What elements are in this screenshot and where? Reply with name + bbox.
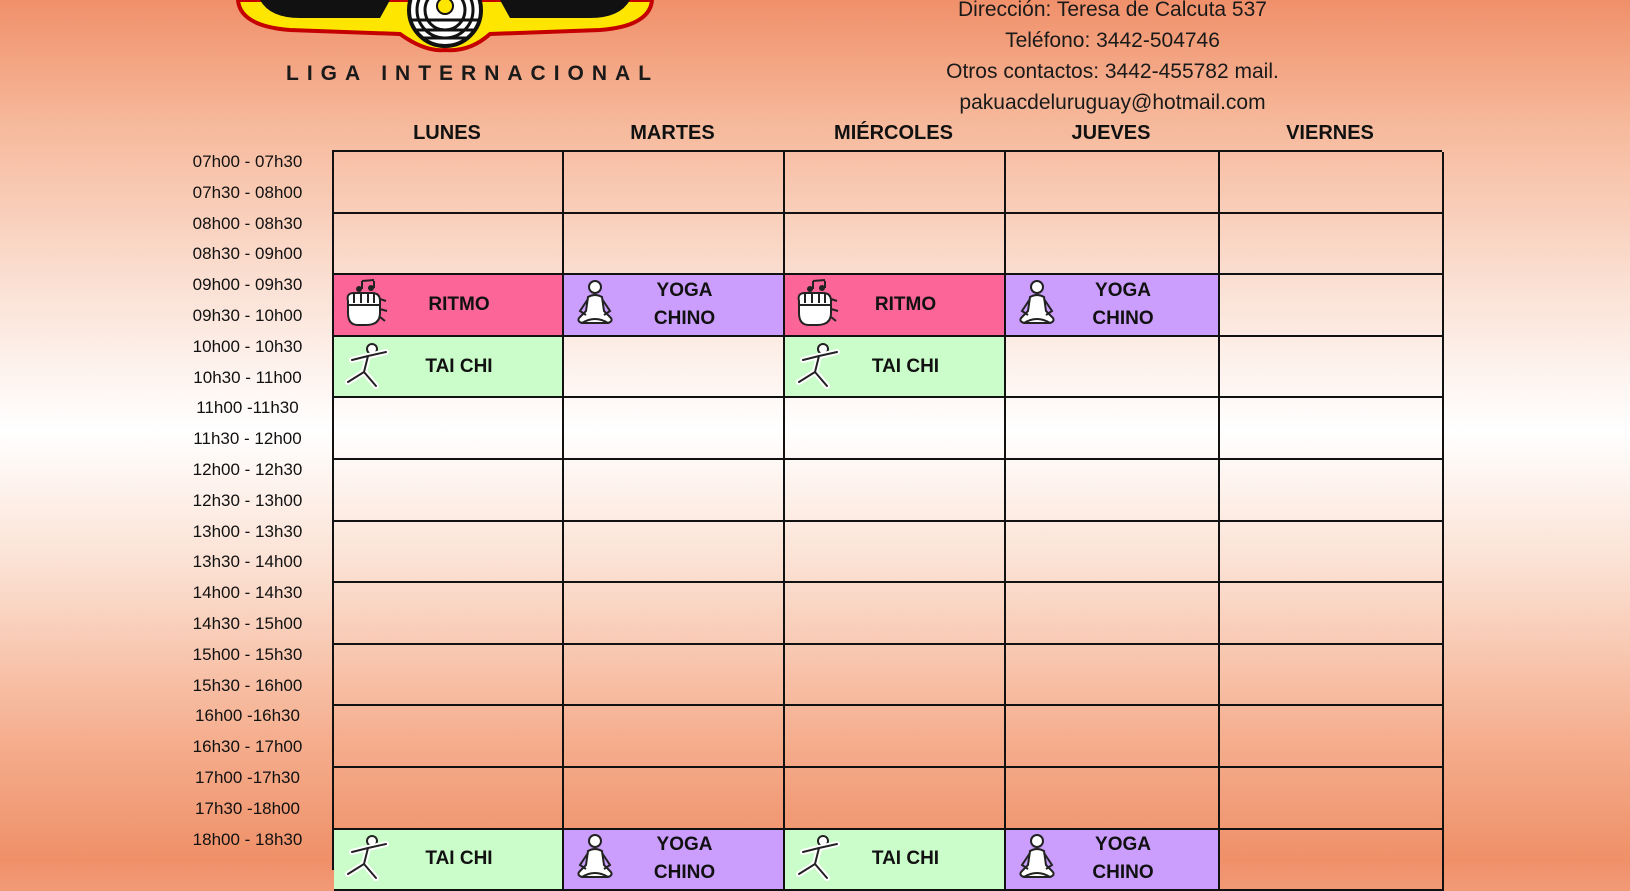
- empty-cell: [334, 583, 564, 645]
- meditation-icon: [564, 830, 626, 888]
- empty-cell: [1220, 214, 1444, 276]
- empty-cell: [334, 214, 564, 276]
- class-cell-ritmo: [334, 275, 564, 337]
- empty-cell: [564, 645, 785, 707]
- class-cell-yoga: [1006, 275, 1220, 337]
- time-slot-label: 11h30 - 12h00: [193, 429, 302, 449]
- empty-cell: [1220, 768, 1444, 830]
- class-label-line1: YOGA: [1095, 279, 1151, 301]
- logo-emblem-icon: [230, 0, 660, 60]
- class-label-line1: YOGA: [1095, 834, 1151, 856]
- day-header-2: MIÉRCOLES: [834, 122, 953, 144]
- empty-cell: [1220, 337, 1444, 399]
- day-header-0: LUNES: [413, 122, 481, 144]
- time-slot-label: 11h00 -11h30: [196, 398, 299, 418]
- time-slot-label: 12h30 - 13h00: [192, 490, 303, 510]
- class-label-line2: CHINO: [1092, 862, 1154, 884]
- time-slot-label: 08h00 - 08h30: [192, 213, 303, 233]
- class-cell-taichi: [785, 337, 1006, 399]
- class-cell-taichi: [785, 830, 1006, 891]
- time-slot-label: 16h30 - 17h00: [192, 737, 303, 757]
- empty-cell: [1006, 214, 1220, 276]
- time-slot-label: 07h00 - 07h30: [192, 152, 303, 171]
- class-label-line2: CHINO: [653, 307, 716, 329]
- martial-arts-icon: [334, 830, 396, 888]
- logo: [230, 0, 660, 60]
- time-slot-label: 07h30 - 08h00: [192, 182, 303, 202]
- empty-cell: [1220, 152, 1444, 214]
- martial-arts-icon: [334, 338, 396, 396]
- empty-cell: [334, 460, 564, 522]
- contact-info: [880, 0, 1345, 118]
- class-label-line1: TAI CHI: [871, 355, 940, 377]
- empty-cell: [1220, 830, 1444, 891]
- empty-cell: [785, 706, 1006, 768]
- class-label-line1: RITMO: [428, 293, 490, 315]
- email-text: pakuacdeluruguay@hotmail.com: [959, 91, 1266, 114]
- time-slot-label: 16h00 -16h30: [195, 706, 300, 726]
- empty-cell: [785, 152, 1006, 214]
- empty-cell: [564, 522, 785, 584]
- class-label: [396, 353, 562, 381]
- time-slot-label: 14h00 - 14h30: [192, 583, 303, 603]
- empty-cell: [334, 398, 564, 460]
- class-label-line2: CHINO: [653, 862, 716, 884]
- meditation-icon: [564, 276, 626, 334]
- class-label: [396, 845, 562, 873]
- time-slot-label: 10h30 - 11h00: [193, 367, 302, 387]
- class-cell-yoga: [564, 830, 785, 891]
- empty-cell: [785, 398, 1006, 460]
- class-label-line1: TAI CHI: [425, 355, 493, 377]
- time-slot-label: 15h00 - 15h30: [192, 644, 303, 664]
- phone-text: Teléfono: 3442-504746: [1005, 29, 1220, 52]
- empty-cell: [564, 460, 785, 522]
- empty-cell: [1220, 583, 1444, 645]
- time-slot-label: 17h30 -18h00: [195, 798, 300, 818]
- empty-cell: [564, 152, 785, 214]
- class-label-line1: YOGA: [656, 834, 713, 856]
- class-cell-taichi: [334, 830, 564, 891]
- class-label-line1: RITMO: [874, 293, 937, 315]
- empty-cell: [1220, 460, 1444, 522]
- class-label: [847, 291, 1004, 319]
- class-label: [626, 277, 783, 333]
- empty-cell: [334, 152, 564, 214]
- class-cell-yoga: [1006, 830, 1220, 891]
- empty-cell: [1006, 645, 1220, 707]
- empty-cell: [1220, 522, 1444, 584]
- class-label: [396, 291, 562, 319]
- class-label-line1: YOGA: [656, 279, 713, 301]
- day-headers: [332, 122, 1442, 150]
- empty-cell: [564, 398, 785, 460]
- empty-cell: [785, 645, 1006, 707]
- class-label: [626, 831, 783, 887]
- class-label: [1068, 831, 1218, 887]
- class-cell-yoga: [564, 275, 785, 337]
- class-label-line1: TAI CHI: [425, 848, 493, 870]
- time-slot-label: 13h00 - 13h30: [192, 521, 303, 541]
- fist-music-icon: [334, 276, 396, 334]
- class-label-line1: TAI CHI: [871, 848, 940, 870]
- empty-cell: [564, 768, 785, 830]
- empty-cell: [1220, 275, 1444, 337]
- day-header-4: VIERNES: [1286, 122, 1374, 144]
- time-slot-label: 14h30 - 15h00: [192, 614, 303, 633]
- day-header-1: MARTES: [630, 122, 715, 144]
- meditation-icon: [1006, 276, 1068, 334]
- time-slot-label: 12h00 - 12h30: [192, 460, 303, 479]
- empty-cell: [1006, 706, 1220, 768]
- time-slot-label: 15h30 - 16h00: [192, 675, 303, 695]
- empty-cell: [785, 214, 1006, 276]
- day-header-3: JUEVES: [1071, 122, 1151, 144]
- empty-cell: [785, 768, 1006, 830]
- empty-cell: [334, 706, 564, 768]
- empty-cell: [1006, 152, 1220, 214]
- time-slot-label: 17h00 -17h30: [195, 768, 300, 787]
- class-cell-taichi: [334, 337, 564, 399]
- class-label: [847, 353, 1004, 381]
- other-contacts-text: Otros contactos: 3442-455782 mail.: [946, 60, 1279, 83]
- time-slot-label: 13h30 - 14h00: [192, 552, 303, 572]
- empty-cell: [785, 522, 1006, 584]
- empty-cell: [1220, 398, 1444, 460]
- empty-cell: [785, 583, 1006, 645]
- class-cell-ritmo: [785, 275, 1006, 337]
- empty-cell: [1006, 768, 1220, 830]
- time-slot-label: 08h30 - 09h00: [192, 244, 303, 264]
- empty-cell: [564, 337, 785, 399]
- class-label: [847, 845, 1004, 873]
- empty-cell: [564, 583, 785, 645]
- time-slot-label: 09h30 - 10h00: [192, 306, 303, 325]
- empty-cell: [1220, 706, 1444, 768]
- empty-cell: [564, 706, 785, 768]
- schedule-grid: [332, 150, 1442, 884]
- empty-cell: [1220, 645, 1444, 707]
- meditation-icon: [1006, 830, 1068, 888]
- time-slot-label: 18h00 - 18h30: [192, 829, 303, 849]
- time-slot-label: 10h00 - 10h30: [192, 336, 303, 356]
- empty-cell: [1006, 522, 1220, 584]
- martial-arts-icon: [785, 338, 847, 396]
- empty-cell: [564, 214, 785, 276]
- empty-cell: [785, 460, 1006, 522]
- address-text: Dirección: Teresa de Calcuta 537: [958, 0, 1267, 21]
- class-label-line2: CHINO: [1092, 307, 1154, 329]
- empty-cell: [1006, 583, 1220, 645]
- empty-cell: [1006, 460, 1220, 522]
- empty-cell: [334, 522, 564, 584]
- empty-cell: [334, 768, 564, 830]
- empty-cell: [1006, 337, 1220, 399]
- class-label: [1068, 277, 1218, 333]
- time-slot-label: 09h00 - 09h30: [192, 275, 303, 295]
- liga-internacional-text: LIGA INTERNACIONAL: [286, 62, 660, 85]
- empty-cell: [334, 645, 564, 707]
- empty-cell: [1006, 398, 1220, 460]
- martial-arts-icon: [785, 830, 847, 888]
- fist-music-icon: [785, 276, 847, 334]
